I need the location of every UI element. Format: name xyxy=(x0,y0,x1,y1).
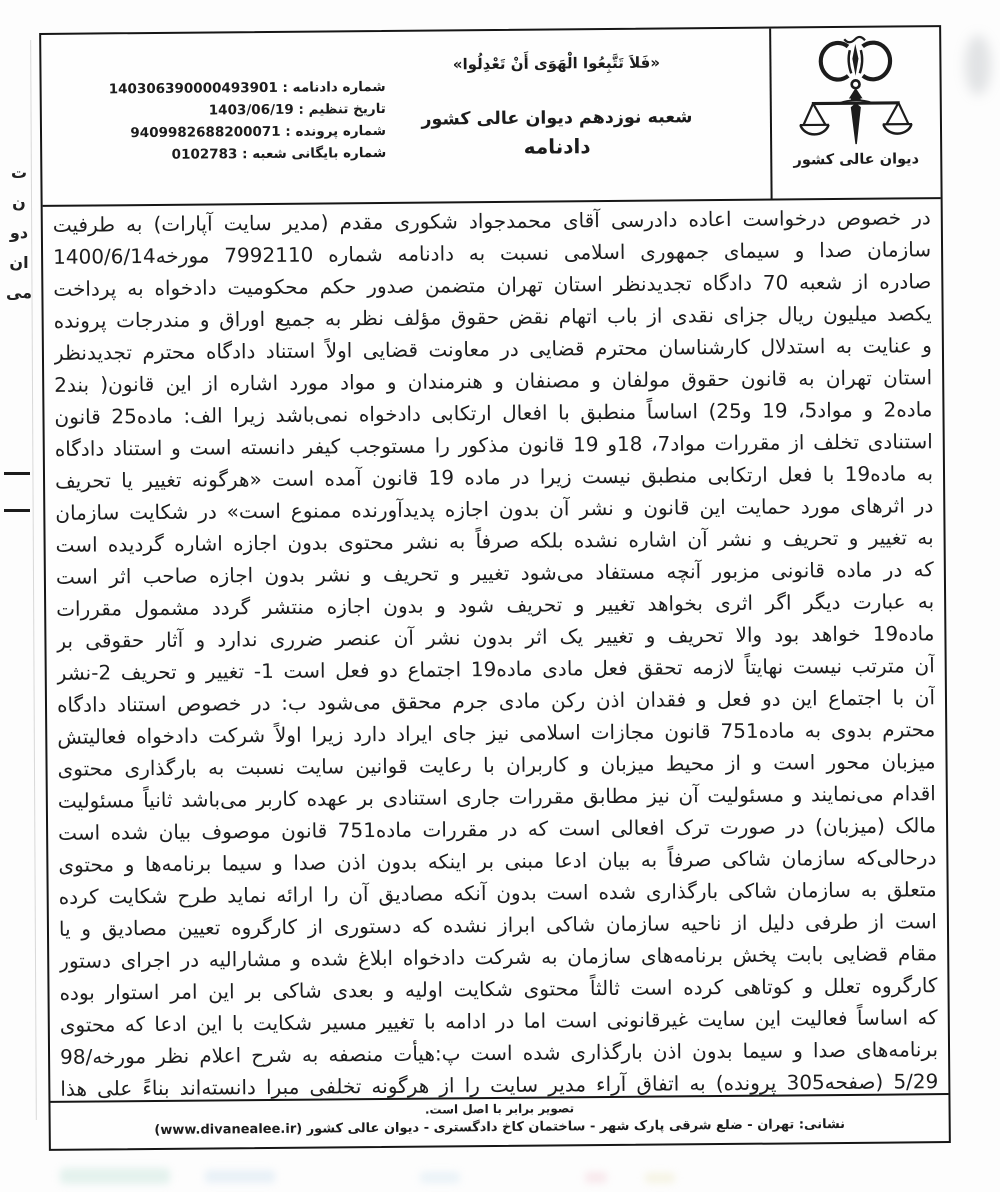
margin-mark-bar xyxy=(4,509,30,512)
margin-mark-char: می xyxy=(5,283,33,302)
body-line: میزبان محور است و از محیط میزبان و کاربران با رعایت قوانین سایت نسبت به بارگذاری محتوی xyxy=(57,749,936,781)
scan-color-smudge xyxy=(60,1168,170,1184)
case-number-value: 9409982688200071 xyxy=(130,123,281,142)
archive-number-label: شماره بایگانی شعبه : xyxy=(242,144,387,163)
body-line: محترم بدوی به ماده751 قانون مجازات اسلامی نیز جای ایراد دارد زیرا اولاً شرکت دادخواه فعالیتش xyxy=(57,717,936,749)
body-line: یکصد میلیون ریال جزای نقدی از باب اتهام نقض حقوق مؤلف نظر به جمیع اوراق و مندرجات پرونده xyxy=(53,301,932,333)
body-line: و عنایت به استدلال کارشناسان محترم قضایی در معاونت قضایی اولاً استناد دادگاه محترم تجدیدنظر xyxy=(53,333,933,365)
body-line: استان تهران به قانون حقوق مولفان و مصنفان و هنرمندان و مواد مورد اشاره از این قانون( بند2 xyxy=(54,365,933,397)
document-title: دادنامه xyxy=(523,134,591,159)
body-line: به عبارت دیگر اگر اثری بخواهد تغییر و تحریف شود و بدون اجازه منتشر گردد مشمول مقررات xyxy=(56,589,935,621)
margin-cutoff-text xyxy=(2,158,36,308)
body-line: آن مترتب نیست نهایتاً لازمه تحقق فعل مادی ماده19 اجتماع دو فعل است 1- تغییر و تحریف 2-نشر xyxy=(56,653,935,685)
body-line: اقدام می‌نمایند و مسئولیت آن نیز مطابق مقررات جاری استنادی بر عهده کاربر می‌باشد ثانیاً مسئولیت xyxy=(57,781,936,813)
issue-date-value: 1403/06/19 xyxy=(208,101,294,119)
body-line: مقام قضایی بابت پخش برنامه‌های سازمان به شرکت دادخواه ابلاغ شده و مشارالیه در اجرای دستور xyxy=(59,941,938,973)
archive-number-row xyxy=(106,142,386,166)
margin-mark-bar xyxy=(4,472,30,475)
scan-shadow xyxy=(965,35,991,95)
body-line: آن با اجتماع این دو فعل و فقدان اذن رکن مادی جرم محقق می‌شود ب: در خصوص استناد دادگاه xyxy=(56,685,936,717)
judiciary-scales-emblem-icon xyxy=(771,31,940,154)
case-number-label: شماره پرونده : xyxy=(285,122,387,140)
margin-mark-char: ن xyxy=(12,193,26,212)
header-center xyxy=(391,53,722,160)
body-line: است از طرفی دلیل از ناحیه سازمان شاکی ابراز نشده که دستوری از کارگروه تعیین مصادیق و یا xyxy=(58,909,938,941)
issue-date-row xyxy=(106,98,386,122)
document-footer xyxy=(50,1095,948,1147)
body-line: 5/29 (صفحه305 پرونده) به اتفاق آراء مدیر سایت را از هرگونه تخلفی مبرا دانسته‌اند بناءً علی هذا xyxy=(60,1069,939,1101)
court-branch-title: شعبه نوزدهم دیوان عالی کشور xyxy=(421,107,693,130)
scan-color-smudge xyxy=(420,1172,460,1183)
archive-number-value: 0102783 xyxy=(171,146,238,163)
document-header xyxy=(41,27,940,207)
body-line: استنادی تخلف از مقررات مواد7، 18و 19 قانون مذکور را مستوجب کیفر دانسته است و استناد دادگاه xyxy=(54,429,933,461)
case-number-row xyxy=(106,120,386,144)
margin-mark-char: ت xyxy=(10,163,28,182)
scan-color-smudge xyxy=(585,1172,607,1183)
body-line: کارگروه تعلل و کوتاهی کرده است ثالثاً محتوی شکایت اولیه و بعدی شاکی بر این امر استوار بوده xyxy=(59,973,938,1005)
judgment-number-row xyxy=(106,76,386,100)
case-metadata-block xyxy=(106,76,387,166)
body-line: که اساساً فعالیت این سایت غیرقانونی است اما در ادامه با تغییر مسیر شکایت با این ادعا که محتوی xyxy=(59,1005,938,1037)
body-line: در اثرهای مورد حمایت این قانون و نشر آن بدون اجازه پدیدآورنده ممنوع است» در شکایت سازمان xyxy=(55,493,934,525)
scan-color-smudge xyxy=(205,1170,275,1183)
issue-date-label: تاریخ تنظیم : xyxy=(298,100,386,118)
body-line: برنامه‌های صدا و سیما بدون اذن بارگذاری شده است پ:هیأت منصفه به شرح اعلام نظر مورخه/98 xyxy=(59,1037,939,1069)
body-line: درحالی‌که سازمان شاکی صرفاً به بیان ادعا مبنی بر اینکه بدون اذن صدا و سیما برنامه‌ها و محتوی xyxy=(58,845,937,877)
body-line: سازمان صدا و سیمای جمهوری اسلامی نسبت به دادنامه شماره 7992110 مورخه1400/6/14 xyxy=(52,237,932,269)
body-line: ماده2 و مواد5، 19 و25) اساساً منطبق با افعال ارتکابی دادخواه نمی‌باشد زیرا الف: ماده25 قانون xyxy=(54,397,933,429)
certified-copy-note: تصویر برابر با اصل است. xyxy=(424,1101,575,1117)
body-line: که در ماده قانونی مزبور آنچه مستفاد می‌شود تغییر و تحریف و نشر بدون اجازه صاحب اثر است xyxy=(55,557,934,589)
judiciary-logo-box xyxy=(769,27,940,198)
judgment-number-label: شماره دادنامه : xyxy=(282,78,386,96)
logo-caption: دیوان عالی کشور xyxy=(793,151,920,169)
document-page xyxy=(39,25,951,1151)
body-line: متعلق به سازمان شاکی بارگذاری شده است بدون آنکه مصادیق آن را ارائه نماید طرح شکایت کرده xyxy=(58,877,937,909)
scan-color-smudge xyxy=(645,1173,675,1183)
body-line: ماده19 خواهد بود والا تحریف و تغییر یک اثر بدون نشر آن عنصر ضرری ندارد و آثار حقوقی بر xyxy=(56,621,935,653)
body-line: در خصوص درخواست اعاده دادرسی آقای محمدجواد شکوری مقدم (مدیر سایت آپارات) به طرفیت xyxy=(52,205,931,237)
margin-mark-char: ان xyxy=(9,253,29,272)
judgment-body-text xyxy=(43,199,949,1103)
court-address: نشانی: تهران - ضلع شرقی پارک شهر - ساختمان کاخ دادگستری - دیوان عالی کشور (www.divanealee.ir) xyxy=(154,1116,846,1138)
body-line: صادره از شعبه 70 دادگاه تجدیدنظر استان تهران متضمن صدور حکم محکومیت دادخواه به پرداخت xyxy=(53,269,932,301)
margin-mark-char: دو xyxy=(9,223,29,242)
body-line: به ماده19 با فعل ارتکابی منطبق نیست زیرا در ماده 19 قانون آمده است «هرگونه تغییر یا تحریف xyxy=(54,461,934,493)
quranic-verse: «فَلاَ تَتَّبِعُوا الْهَوَی أَنْ تَعْدِلُوا» xyxy=(452,53,661,74)
body-line: مالک (میزبان) در صورت ترک افعالی است که در مقررات ماده751 قانون موصوف بیان شده است xyxy=(58,813,937,845)
body-line: به تغییر و تحریف و نشر آن اشاره نشده بلکه صرفاً به نشر محتوی بدون اجازه اشاره گردیده است xyxy=(55,525,934,557)
judgment-number-value: 140306390000493901 xyxy=(108,79,278,98)
